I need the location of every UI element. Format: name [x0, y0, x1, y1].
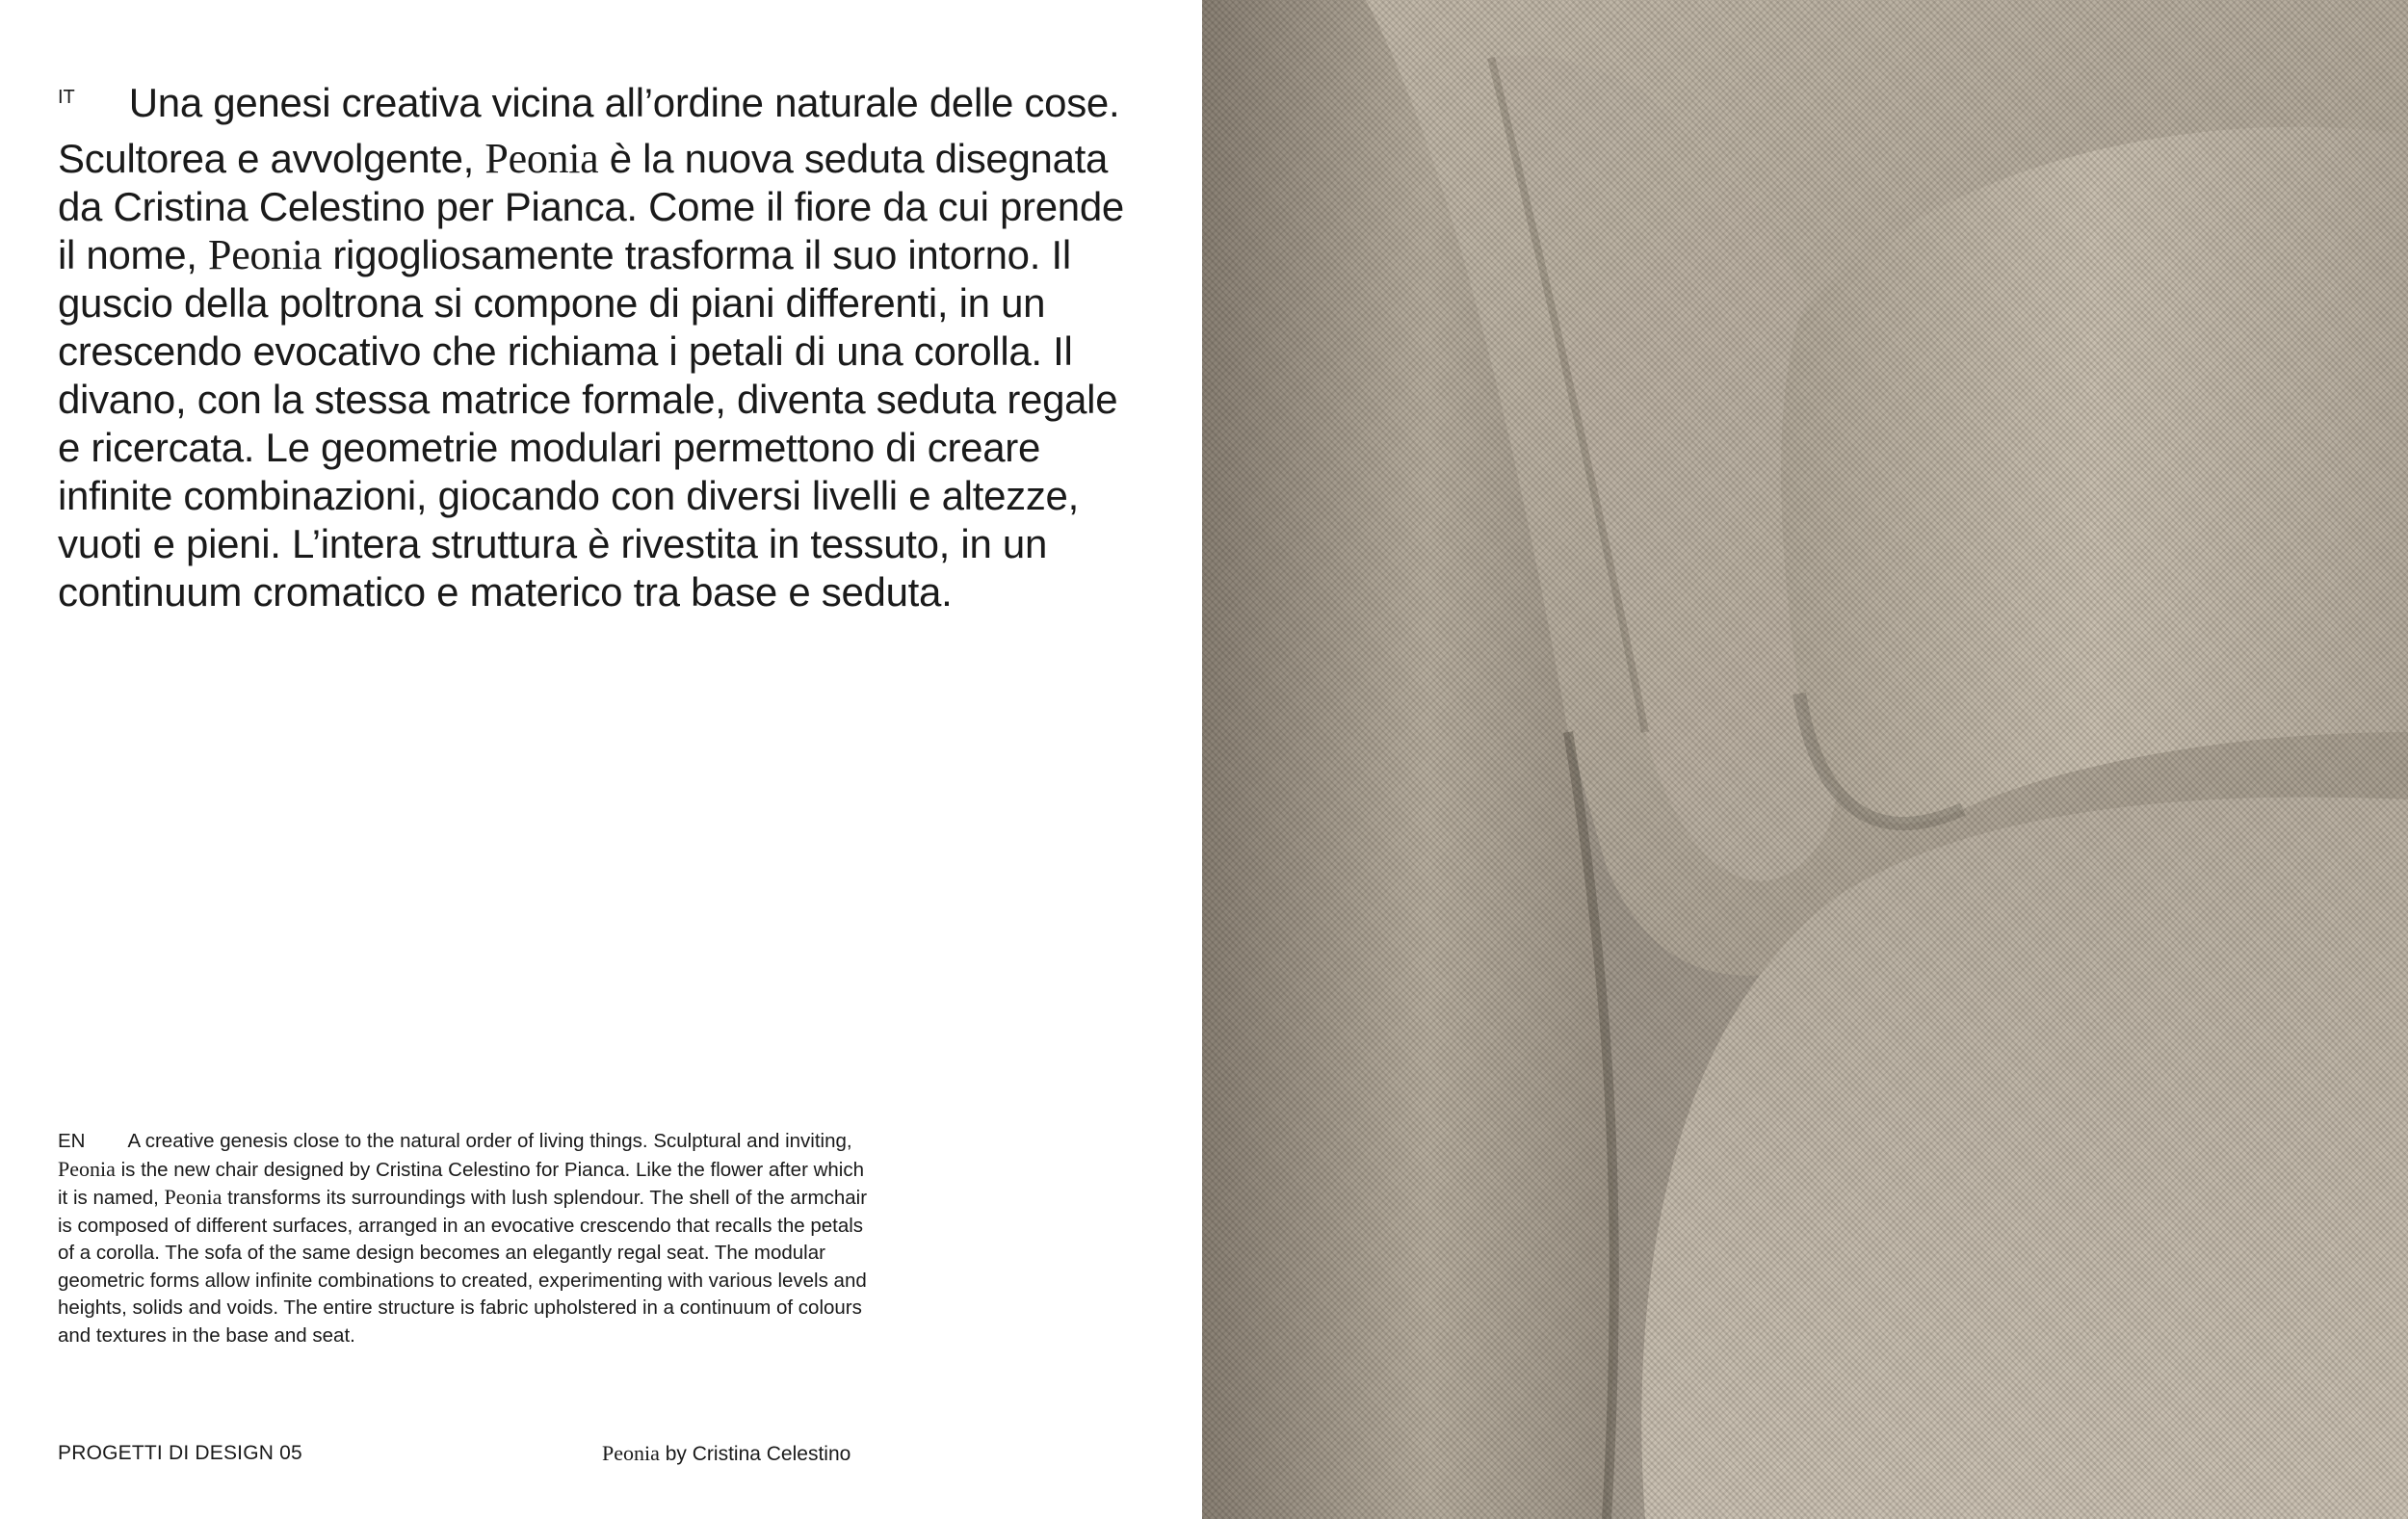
- italian-text-part: Una genesi creativa vicina all’ordine naturale delle cose. Scultorea e avvolgente,: [58, 80, 1120, 181]
- text-page: [0, 0, 1202, 1519]
- english-language-tag: EN: [58, 1130, 86, 1152]
- chair-fabric-photo: [1202, 0, 2408, 1519]
- italian-text-part: rigogliosamente trasforma il suo intorno. Il guscio della poltrona si compone di piani differenti, in un crescendo evocativo che richiama i petali di una corolla. Il divano, con la stessa matrice formale, diventa seduta regale e ricercata. Le geometrie modulari permettono di creare infinite combinazioni, giocando con diversi livelli e altezze, vuoti e pieni. L’intera struttura è rivestita in tessuto, in un continuum cromatico e materico tra base e seduta.: [58, 232, 1118, 615]
- italian-text-part: è la nuova seduta disegnata da Cristina Celestino per Pianca. Come il fiore da cui prende il nome,: [58, 136, 1124, 277]
- italian-product-name: Peonia: [208, 231, 322, 278]
- product-footer: [602, 1440, 851, 1468]
- english-product-name: Peonia: [58, 1156, 116, 1181]
- italian-language-tag: IT: [58, 87, 75, 108]
- english-paragraph: [58, 1128, 877, 1349]
- english-text-part: A creative genesis close to the natural order of living things. Sculptural and inviting,: [127, 1130, 852, 1152]
- footer-designer: by Cristina Celestino: [659, 1443, 851, 1465]
- section-footer: PROGETTI DI DESIGN 05: [58, 1442, 302, 1464]
- footer-product-name: Peonia: [602, 1441, 660, 1465]
- italian-product-name: Peonia: [484, 135, 599, 182]
- english-text-part: transforms its surroundings with lush splendour. The shell of the armchair is composed of different surfaces, arranged in an evocative crescendo that recalls the petals of a corolla. The sofa of the same design becomes an elegantly regal seat. The modular geometric forms allow infinite combinations to created, experimenting with various levels and heights, solids and voids. The entire structure is fabric upholstered in a continuum of colours and textures in the base and seat.: [58, 1187, 868, 1347]
- english-text-part: is the new chair designed by Cristina Celestino for Pianca. Like the flower after which it is named,: [58, 1158, 864, 1209]
- english-product-name: Peonia: [164, 1185, 222, 1209]
- fabric-texture: [1202, 0, 2408, 1519]
- italian-paragraph: [58, 79, 1137, 616]
